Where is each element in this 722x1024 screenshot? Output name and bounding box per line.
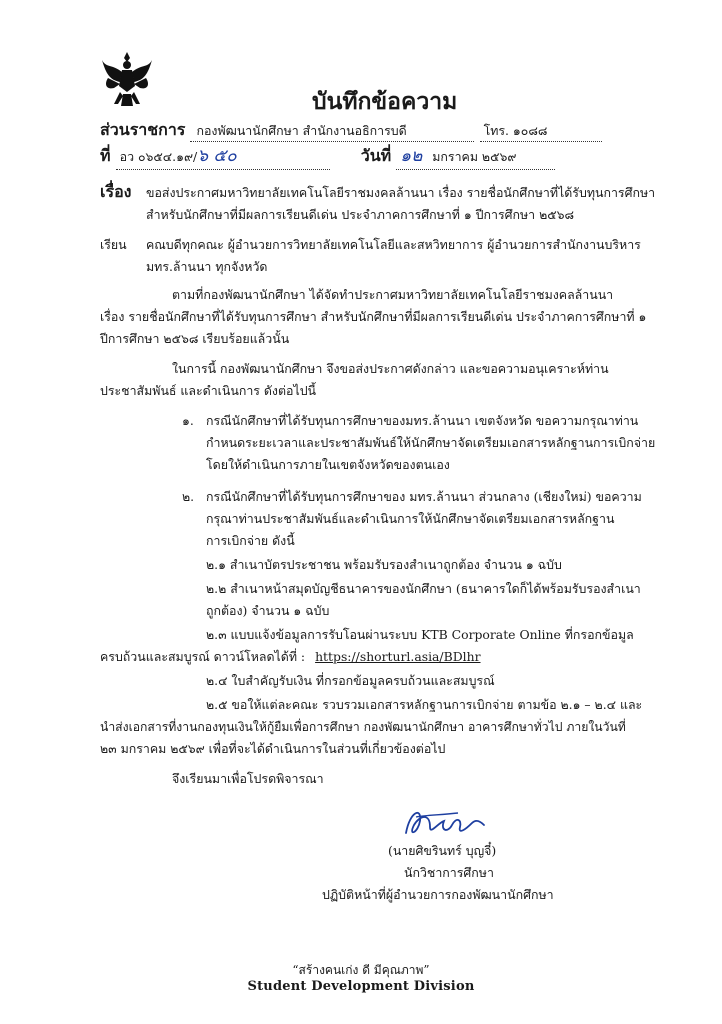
date-handwritten: ๑๒ — [400, 146, 423, 166]
paragraph-2-line-1: ในการนี้ กองพัฒนานักศึกษา จึงขอส่งประกาศดังกล่าว และขอความอนุเคราะห์ท่าน — [172, 361, 609, 376]
subject-line-2: สำหรับนักศึกษาที่มีผลการเรียนดีเด่น ประจำภาคการศึกษาที่ ๑ ปีการศึกษา ๒๕๖๘ — [146, 207, 575, 222]
signer-position: นักวิชาการศึกษา — [404, 865, 494, 880]
subject-line-1: ขอส่งประกาศมหาวิทยาลัยเทคโนโลยีราชมงคลล้านนา เรื่อง รายชื่อนักศึกษาที่ได้รับทุนการศึกษา — [146, 185, 656, 200]
sub-item-2-5-line-1: ๒.๕ ขอให้แต่ละคณะ รวบรวมเอกสารหลักฐานการเบิกจ่าย ตามข้อ ๒.๑ – ๒.๔ และ — [206, 697, 643, 712]
sub-item-2-2-line-2: ถูกต้อง) จำนวน ๑ ฉบับ — [206, 603, 330, 618]
memo-title: บันทึกข้อความ — [312, 88, 458, 115]
footer-division-name: Student Development Division — [247, 979, 475, 994]
reference-row — [100, 142, 555, 170]
sub-item-2-5-line-3: ๒๓ มกราคม ๒๕๖๙ เพื่อที่จะได้ดำเนินการในส่วนที่เกี่ยวข้องต่อไป — [100, 741, 446, 756]
department-row — [100, 118, 602, 143]
footer-slogan: “สร้างคนเก่ง ดี มีคุณภาพ” — [292, 963, 430, 977]
handwritten-signature — [400, 803, 490, 843]
date-label: วันที่ — [360, 146, 392, 165]
item-1-line-2: กำหนดระยะเวลาและประชาสัมพันธ์ให้นักศึกษาจัดเตรียมเอกสารหลักฐานการเบิกจ่าย — [206, 435, 656, 450]
phone-value: โทร. ๑๐๘๘ — [480, 122, 602, 142]
sub-item-2-3-line-2 — [100, 648, 481, 667]
date-month-year: มกราคม ๒๕๖๙ — [432, 149, 517, 164]
item-2-line-3: การเบิกจ่าย ดังนี้ — [206, 533, 295, 548]
addressee-line-1: คณบดีทุกคณะ ผู้อำนวยการวิทยาลัยเทคโนโลยีและสหวิทยาการ ผู้อำนวยการสำนักงานบริหาร — [146, 237, 641, 252]
subject-label: เรื่อง — [100, 182, 132, 201]
sub-item-2-3-line-1: ๒.๓ แบบแจ้งข้อมูลการรับโอนผ่านระบบ KTB Corporate Online ที่กรอกข้อมูล — [206, 627, 634, 642]
sub-item-2-5-line-2: นำส่งเอกสารที่งานกองทุนเงินให้กู้ยืมเพื่อการศึกษา กองพัฒนานักศึกษา อาคารศึกษาทั่วไป ภายในวันที่ — [100, 720, 626, 734]
garuda-emblem-icon — [100, 50, 154, 112]
paragraph-1-line-1: ตามที่กองพัฒนานักศึกษา ได้จัดทำประกาศมหาวิทยาลัยเทคโนโลยีราชมงคลล้านนา — [172, 287, 614, 302]
paragraph-2-line-2: ประชาสัมพันธ์ และดำเนินการ ดังต่อไปนี้ — [100, 383, 317, 398]
closing-text: จึงเรียนมาเพื่อโปรดพิจารณา — [172, 771, 324, 786]
paragraph-1-line-2: เรื่อง รายชื่อนักศึกษาที่ได้รับทุนการศึกษา สำหรับนักศึกษาที่มีผลการเรียนดีเด่น ประจำภาคการศึกษาที่ ๑ — [100, 309, 647, 324]
paragraph-1-line-3: ปีการศึกษา ๒๕๖๘ เรียบร้อยแล้วนั้น — [100, 331, 290, 346]
item-2-line-2: กรุณาท่านประชาสัมพันธ์และดำเนินการให้นักศึกษาจัดเตรียมเอกสารหลักฐาน — [206, 511, 615, 526]
sub-item-2-1: ๒.๑ สำเนาบัตรประชาชน พร้อมรับรองสำเนาถูกต้อง จำนวน ๑ ฉบับ — [206, 557, 562, 572]
department-value: กองพัฒนานักศึกษา สำนักงานอธิการบดี — [190, 122, 474, 142]
item-1-line-1: กรณีนักศึกษาที่ได้รับทุนการศึกษาของมทร.ล้านนา เขตจังหวัด ขอความกรุณาท่าน — [206, 413, 639, 428]
signer-name: (นายศิขรินทร์ บุญจี๋) — [388, 843, 497, 858]
download-label: ครบถ้วนและสมบูรณ์ ดาวน์โหลดได้ที่ : — [100, 649, 306, 664]
download-link[interactable]: https://shorturl.asia/BDlhr — [315, 649, 481, 664]
item-2-number: ๒. — [182, 489, 195, 504]
department-label: ส่วนราชการ — [100, 120, 186, 139]
item-1-line-3: โดยให้ดำเนินการภายในเขตจังหวัดของตนเอง — [206, 457, 450, 472]
sub-item-2-4: ๒.๔ ใบสำคัญรับเงิน ที่กรอกข้อมูลครบถ้วนและสมบูรณ์ — [206, 673, 495, 688]
sub-item-2-2-line-1: ๒.๒ สำเนาหน้าสมุดบัญชีธนาคารของนักศึกษา (ธนาคารใดก็ได้พร้อมรับรองสำเนา — [206, 581, 641, 596]
addressee-label: เรียน — [100, 237, 127, 252]
signer-acting-role: ปฏิบัติหน้าที่ผู้อำนวยการกองพัฒนานักศึกษา — [322, 887, 554, 902]
reference-number: อว ๐๖๕๔.๑๙/ — [119, 149, 198, 164]
item-2-line-1: กรณีนักศึกษาที่ได้รับทุนการศึกษาของ มทร.ล้านนา ส่วนกลาง (เชียงใหม่) ขอความ — [206, 489, 642, 504]
reference-label: ที่ — [100, 146, 111, 165]
item-1-number: ๑. — [182, 413, 194, 428]
reference-handwritten: ๖ ๕๐ — [197, 146, 237, 166]
addressee-line-2: มทร.ล้านนา ทุกจังหวัด — [146, 259, 268, 274]
